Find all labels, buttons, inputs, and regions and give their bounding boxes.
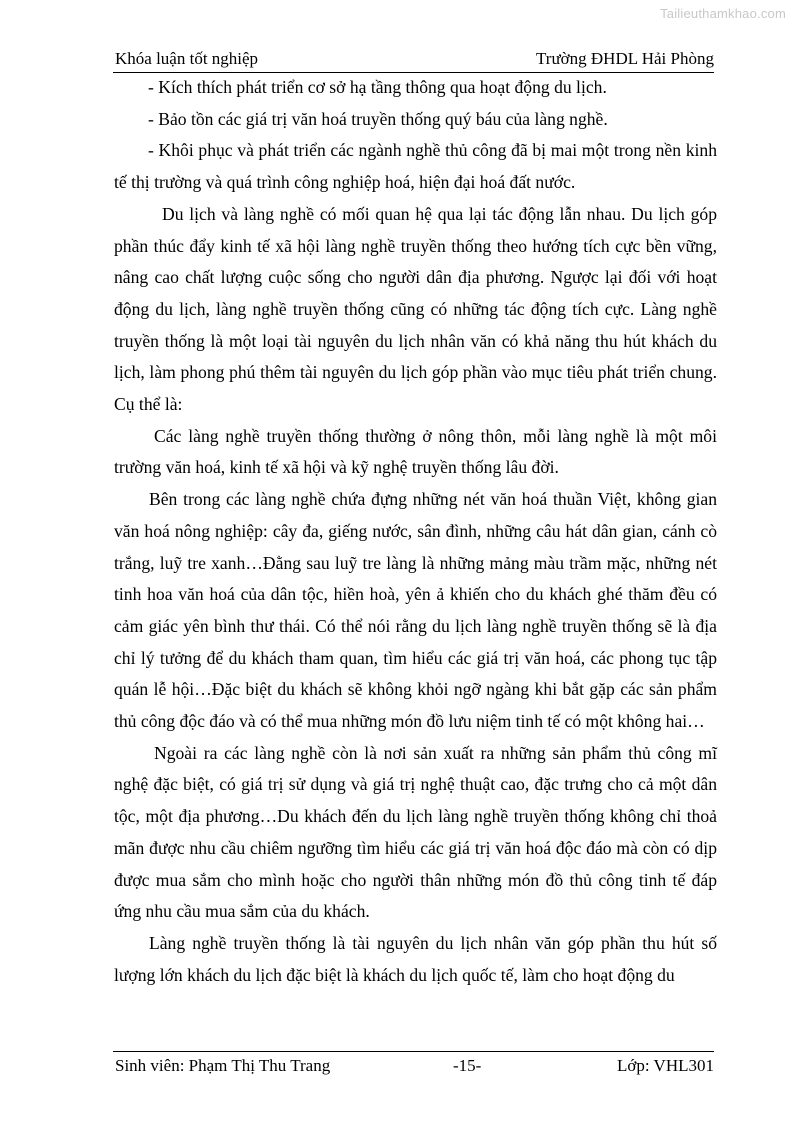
page-header [113, 48, 714, 73]
footer-student-name: Sinh viên: Phạm Thị Thu Trang [115, 1056, 331, 1075]
header-thesis-label: Khóa luận tốt nghiệp [115, 49, 259, 68]
page-footer [113, 1051, 714, 1080]
body-paragraph: Ngoài ra các làng nghề còn là nơi sản xuất ra những sản phẩm thủ công mĩ nghệ đặc biệt, có giá trị sử dụng và giá trị nghệ thuật cao, đặc trưng cho cả một dân tộc, một địa phương…Du khách đến du lịch làng nghề truyền thống không chỉ thoả mãn được nhu cầu chiêm ngưỡng tìm hiểu các giá trị văn hoá độc đáo mà còn có dịp được mua sắm cho mình hoặc cho người thân những món đồ thủ công tinh tế đáp ứng nhu cầu mua sắm của du khách. [114, 742, 717, 922]
page-number: -15- [453, 1056, 482, 1075]
bullet-paragraph: - Bảo tồn các giá trị văn hoá truyền thống quý báu của làng nghề. [148, 108, 608, 129]
body-paragraph: Du lịch và làng nghề có mối quan hệ qua lại tác động lẫn nhau. Du lịch góp phần thúc đẩy kinh tế xã hội làng nghề truyền thống theo hướng tích cực bền vững, nâng cao chất lượng cuộc sống cho người dân địa phương. Ngược lại đối với hoạt động du lịch, làng nghề truyền thống cũng có những tác động tích cực. Làng nghề truyền thống là một loại tài nguyên du lịch nhân văn có khả năng thu hút khách du lịch, làm phong phú thêm tài nguyên du lịch góp phần vào mục tiêu phát triển chung. Cụ thể là: [114, 203, 717, 415]
document-body [114, 72, 717, 991]
body-paragraph: Bên trong các làng nghề chứa đựng những nét văn hoá thuần Việt, không gian văn hoá nông nghiệp: cây đa, giếng nước, sân đình, những câu hát dân gian, cánh cò trắng, luỹ tre xanh…Đằng sau luỹ tre làng là những mảng màu trầm mặc, những nét tinh hoa văn hoá của dân tộc, hiền hoà, yên ả khiến cho du khách ghé thăm đều có cảm giác yên bình thư thái. Có thể nói rằng du lịch làng nghề truyền thống sẽ là địa chỉ lý tưởng để du khách tham quan, tìm hiểu các giá trị văn hoá, các phong tục tập quán lễ hội…Đặc biệt du khách sẽ không khỏi ngỡ ngàng khi bắt gặp các sản phẩm thủ công độc đáo và có thể mua những món đồ lưu niệm tinh tế có một không hai… [114, 489, 717, 732]
body-paragraph: Làng nghề truyền thống là tài nguyên du lịch nhân văn góp phần thu hút số lượng lớn khách du lịch đặc biệt là khách du lịch quốc tế, làm cho hoạt động du [114, 932, 717, 985]
bullet-paragraph: - Kích thích phát triển cơ sở hạ tầng thông qua hoạt động du lịch. [148, 77, 607, 97]
bullet-paragraph: - Khôi phục và phát triển các ngành nghề thủ công đã bị mai một trong nền kinh tế thị trường và quá trình công nghiệp hoá, hiện đại hoá đất nước. [114, 140, 717, 193]
body-paragraph: Các làng nghề truyền thống thường ở nông thôn, mỗi làng nghề là một môi trường văn hoá, kinh tế xã hội và kỹ nghệ truyền thống lâu đời. [114, 425, 717, 478]
header-university-label: Trường ĐHDL Hải Phòng [536, 49, 714, 68]
footer-class-code: Lớp: VHL301 [617, 1056, 714, 1075]
watermark: Tailieuthamkhao.com [660, 6, 786, 21]
